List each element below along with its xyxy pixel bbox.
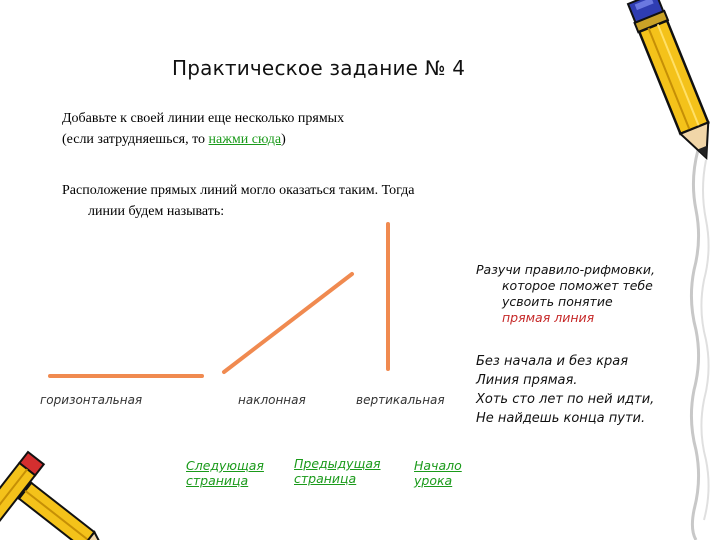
caption-inclined: наклонная [238, 393, 306, 407]
previous-page-line-2[interactable]: страница [294, 471, 357, 486]
click-here-link[interactable]: нажми сюда [208, 132, 282, 147]
next-page-line-1[interactable]: Следующая [186, 458, 264, 473]
instruction-line-1: Добавьте к своей линии еще несколько прямых [62, 111, 345, 126]
instruction-before-link: (если затрудняешься, то [62, 132, 209, 147]
caption-horizontal: горизонтальная [40, 393, 143, 407]
instruction-after-link: ) [281, 132, 286, 147]
rhyme-intro-line-2: которое поможет тебе [502, 278, 653, 293]
rhyme-line-2: Линия прямая. [476, 373, 578, 388]
rhyme-line-1: Без начала и без края [476, 354, 629, 369]
lesson-start-link[interactable] [414, 458, 462, 488]
rhyme-intro [476, 262, 706, 326]
caption-vertical: вертикальная [356, 393, 445, 407]
rhyme-intro-line-1: Разучи правило-рифмовки, [476, 262, 655, 277]
rhyme-intro-line-3: усвоить понятие [502, 294, 613, 309]
rhyme-line-4: Не найдешь конца пути. [476, 411, 646, 426]
edge-decoration [676, 150, 720, 540]
arrangement-line-2: линии будем называть: [88, 204, 225, 219]
previous-page-line-1[interactable]: Предыдущая [294, 456, 381, 471]
slide-title: Практическое задание № 4 [172, 56, 466, 80]
arrangement-line-1: Расположение прямых линий могло оказаться таким. Тогда [62, 183, 415, 198]
rhyme-intro-line-4: прямая линия [502, 310, 595, 325]
next-page-link[interactable] [186, 458, 264, 488]
next-page-line-2[interactable]: страница [186, 473, 249, 488]
pencil-icon [576, 0, 720, 180]
inclined-line [224, 274, 352, 372]
previous-page-link[interactable] [294, 456, 381, 486]
lesson-start-line-1[interactable]: Начало [414, 458, 462, 473]
crossed-pencils-icon [0, 430, 140, 540]
rhyme-line-3: Хоть сто лет по ней идти, [476, 392, 655, 407]
lesson-start-line-2[interactable]: урока [414, 473, 453, 488]
